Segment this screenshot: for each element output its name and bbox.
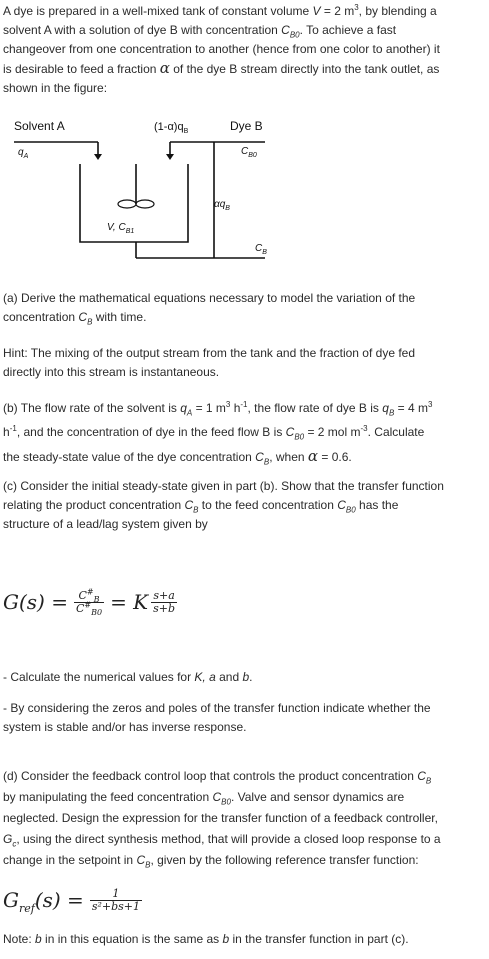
calc-tasks [3,668,483,737]
calc-line-3: system is stable and/or has inverse response. [3,720,247,734]
hint [3,344,483,382]
part-b-line-3: the steady-state value of the dye concentration $C_B$, when α = 0.6. [3,447,352,467]
part-c-line-1: (c) Consider the initial steady-state given in part (b). Show that the transfer function [3,479,444,493]
cb-output-label: $C_B$ [255,243,267,256]
eq2-lhs: $G_{ref}(s)$ = [3,887,84,915]
process-diagram [0,110,489,270]
eq1-transfer-fraction: $\frac{s+a}{s+b}$ [153,588,176,615]
alpha-qb-label: $\alpha q_B$ [214,199,230,212]
solvent-arrow-icon [94,154,102,160]
intro-line-3: changeover from one concentration to another (hence from one color to another) it [3,42,440,56]
hint-line-1: Hint: The mixing of the output stream from the tank and the fraction of dye fed [3,346,416,360]
intro-paragraph [3,2,483,98]
qa-label: $q_A$ [18,147,29,160]
part-b-line-2: $h^{-1}$, and the concentration of dye in the feed flow B is $C_{B0} = 2$ mol $m^{-3}$. Calculate [3,424,425,442]
solvent-label: Solvent A [14,119,65,133]
eq1-lhs: G(s) = [3,589,68,614]
part-d [3,766,483,871]
dye-arrow-icon [166,154,174,160]
part-d-line-5: change in the setpoint in $C_B$, given by the following reference transfer function: [3,853,419,870]
calc-line-2: - By considering the zeros and poles of the transfer function indicate whether the [3,701,431,715]
part-c-line-3: structure of a lead/lag system given by [3,517,208,531]
part-b [3,396,483,469]
eq1-gain: = K [110,589,149,614]
part-c [3,477,483,534]
reference-tf-equation [3,882,142,918]
part-a-line-2: concentration $C_B$ with time. [3,310,147,327]
eq2-fraction: $\frac{1}{\text{s²+bs+1}}$ [91,886,140,913]
intro-line-1: A dye is prepared in a well-mixed tank of constant volume V = 2 $m^3$, by blending a [3,3,437,18]
part-b-line-1: (b) The flow rate of the solvent is $q_A = 1$ $m^3$ $h^{-1}$, the flow rate of dye B is $q_B = 4$ $m^3$ [3,400,433,418]
tank-volume-label: V, $C_{B1}$ [107,222,135,235]
split-flow-label: $(1-\alpha)q_B$ [154,121,189,135]
intro-line-4: is desirable to feed a fraction α of the dye B stream directly into the tank outlet, as [3,59,440,77]
note: Note: b in in this equation is the same as b in the transfer function in part (c). [3,932,409,946]
part-c-line-2: relating the product concentration $C_B$ to the feed concentration $C_{B0}$ has the [3,498,399,515]
cb0-label: $C_{B0}$ [241,146,257,159]
part-a [3,289,483,327]
hint-line-2: directly into this stream is instantaneous. [3,365,220,379]
intro-line-5: shown in the figure: [3,81,108,95]
part-a-line-1: (a) Derive the mathematical equations necessary to model the variation of the [3,291,416,305]
impeller-blade-right-icon [136,200,154,208]
intro-line-2: solvent A with a solution of dye B with concentration $C_{B0}$. To achieve a fast [3,23,397,40]
impeller-blade-left-icon [118,200,136,208]
part-d-line-3: neglected. Design the expression for the transfer function of a feedback controller, [3,811,438,825]
dye-b-label: Dye B [230,119,263,133]
part-d-line-4: $G_c$, using the direct synthesis method, that will provide a closed loop response to a [3,832,441,849]
calc-line-1: - Calculate the numerical values for K, a and b. [3,670,253,684]
part-d-line-1: (d) Consider the feedback control loop that controls the product concentration $C_B$ [3,769,432,786]
eq1-fraction: $\frac{C^{\#}_B}{C^{\#}_{B0}}$ [75,586,103,617]
part-d-line-2: by manipulating the feed concentration $C_{B0}$. Valve and sensor dynamics are [3,790,405,807]
lead-lag-equation [3,580,177,624]
